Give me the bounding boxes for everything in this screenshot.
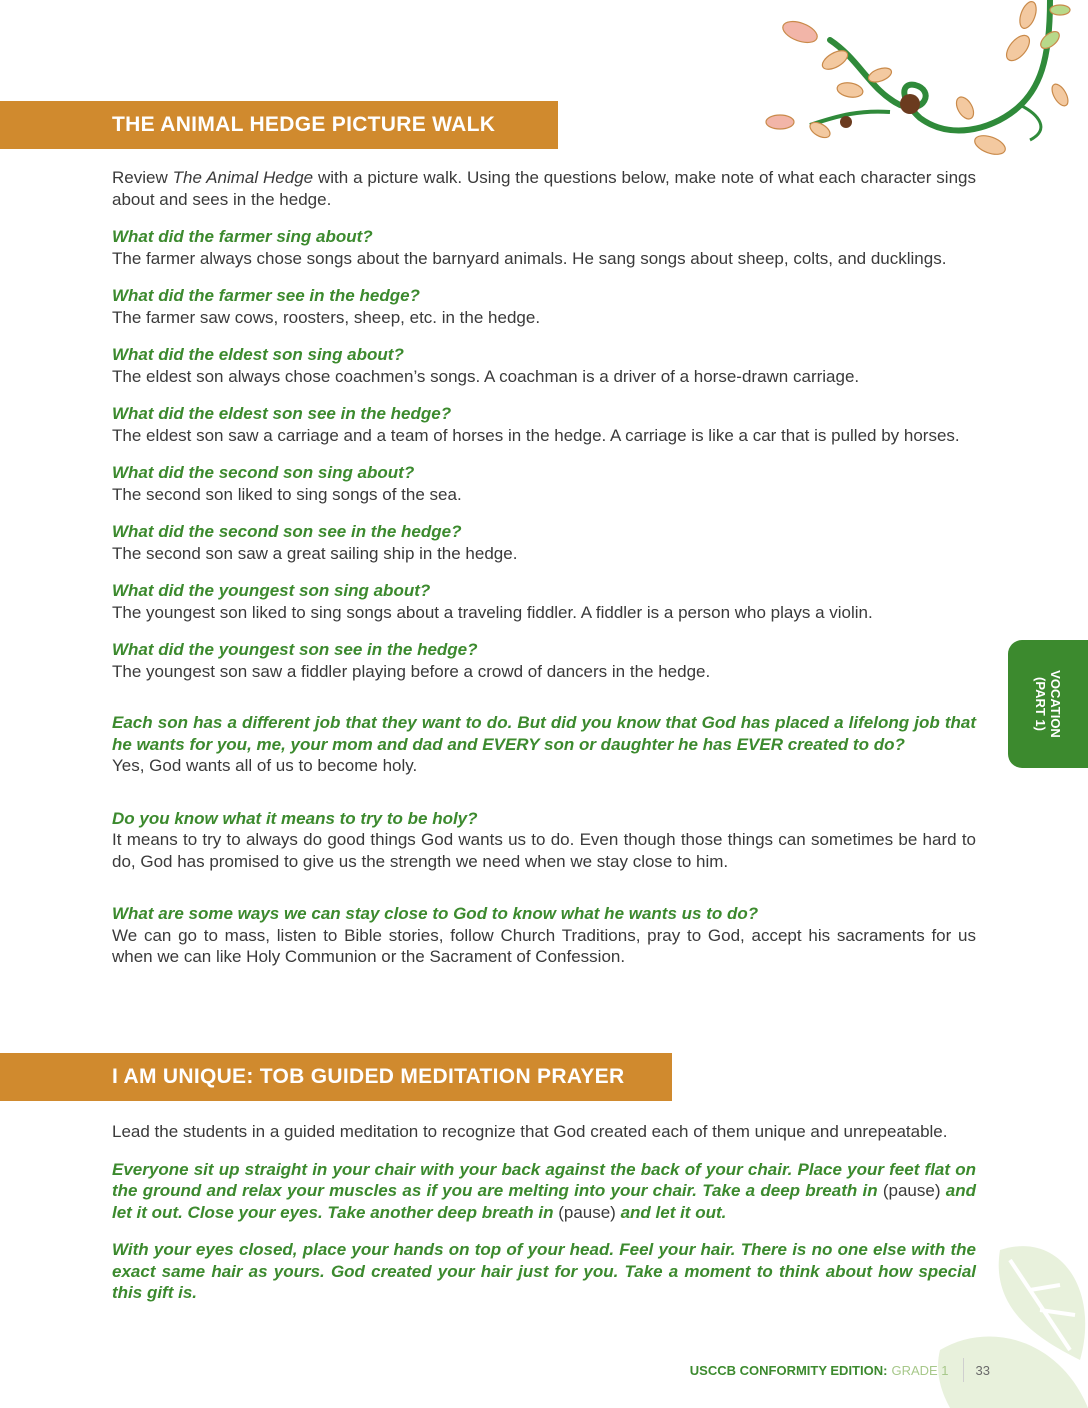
qa-item [112,903,976,968]
vine-illustration [750,0,1088,170]
answer: The eldest son always chose coachmen’s songs. A coachman is a driver of a horse-drawn carriage. [112,366,860,386]
section-title: THE ANIMAL HEDGE PICTURE WALK [112,113,496,136]
section-title: I AM UNIQUE: TOB GUIDED MEDITATION PRAYER [112,1065,625,1088]
grade-label: GRADE 1 [891,1362,949,1378]
intro-paragraph: Lead the students in a guided meditation to recognize that God created each of them unique and unrepeatable. [112,1122,948,1141]
page-number: 33 [975,1362,990,1378]
question: What are some ways we can stay close to God to know what he wants us to do? [112,904,759,923]
qa-item [112,639,976,682]
question: What did the eldest son sing about? [112,345,404,364]
section-banner [0,1053,672,1101]
answer: The youngest son saw a fiddler playing before a crowd of dancers in the hedge. [112,661,711,681]
intro-paragraph: Review The Animal Hedge with a picture walk. Using the questions below, make note of what each character sings about and sees in the hedge. [112,168,976,209]
question: What did the second son sing about? [112,463,415,482]
question: Each son has a different job that they want to do. But did you know that God has placed a lifelong job that he wants for you, me, your mom and dad and EVERY son or daughter he has EVER created to do? [112,713,976,754]
footer-divider [963,1358,964,1382]
qa-item [112,344,976,387]
edition-label: USCCB CONFORMITY EDITION: [689,1362,888,1378]
section2-body [112,1121,976,1304]
qa-item [112,521,976,564]
qa-item [112,580,976,623]
question: What did the youngest son sing about? [112,581,431,600]
answer: The farmer always chose songs about the barnyard animals. He sang songs about sheep, colts, and ducklings. [112,248,947,268]
pause-note: (pause) [877,1181,946,1200]
answer: The eldest son saw a carriage and a team of horses in the hedge. A carriage is like a car that is pulled by horses. [112,425,960,445]
question: What did the eldest son see in the hedge? [112,404,452,423]
section-banner [0,101,558,149]
answer: It means to try to always do good things God wants us to do. Even though those things can sometimes be hard to do, God has promised to give us the strength we need when we stay close to him. [112,830,976,871]
qa-item [112,462,976,505]
answer: The second son liked to sing songs of the sea. [112,484,462,504]
qa-item [112,403,976,446]
answer: The farmer saw cows, roosters, sheep, etc. in the hedge. [112,307,541,327]
answer: Yes, God wants all of us to become holy. [112,756,418,775]
question: What did the farmer sing about? [112,227,373,246]
qa-item [112,712,976,777]
answer: The youngest son liked to sing songs about a traveling fiddler. A fiddler is a person who plays a violin. [112,602,873,622]
book-title: The Animal Hedge [172,168,314,187]
qa-item [112,285,976,328]
qa-list [112,226,976,968]
pause-note: (pause) [553,1202,621,1222]
qa-item [112,226,976,269]
page-footer [600,1360,990,1380]
meditation-paragraph: With your eyes closed, place your hands on top of your head. Feel your hair. There is no one else with the exact same hair as yours. God created your hair just for you. Take a moment to think about how special this gift is. [112,1240,976,1302]
question: Do you know what it means to try to be holy? [112,808,478,828]
section1-body [112,167,976,968]
qa-item [112,808,976,873]
question: What did the youngest son see in the hedge? [112,640,478,659]
side-tab-label: VOCATION (PART 1) [1033,670,1063,738]
question: What did the second son see in the hedge? [112,522,462,541]
question: What did the farmer see in the hedge? [112,286,420,305]
answer: We can go to mass, listen to Bible stories, follow Church Traditions, pray to God, accept his sacraments for us when we can like Holy Communion or the Sacrament of Confession. [112,925,976,966]
answer: The second son saw a great sailing ship in the hedge. [112,543,518,563]
meditation-paragraph: Everyone sit up straight in your chair with your back against the back of your chair. Place your feet flat on the ground and relax your muscles as if you are melting into your chair. Take a deep breath in (pause) and let it out. Close your eyes. Take another deep breath in (pause) and let it out. [112,1159,976,1222]
